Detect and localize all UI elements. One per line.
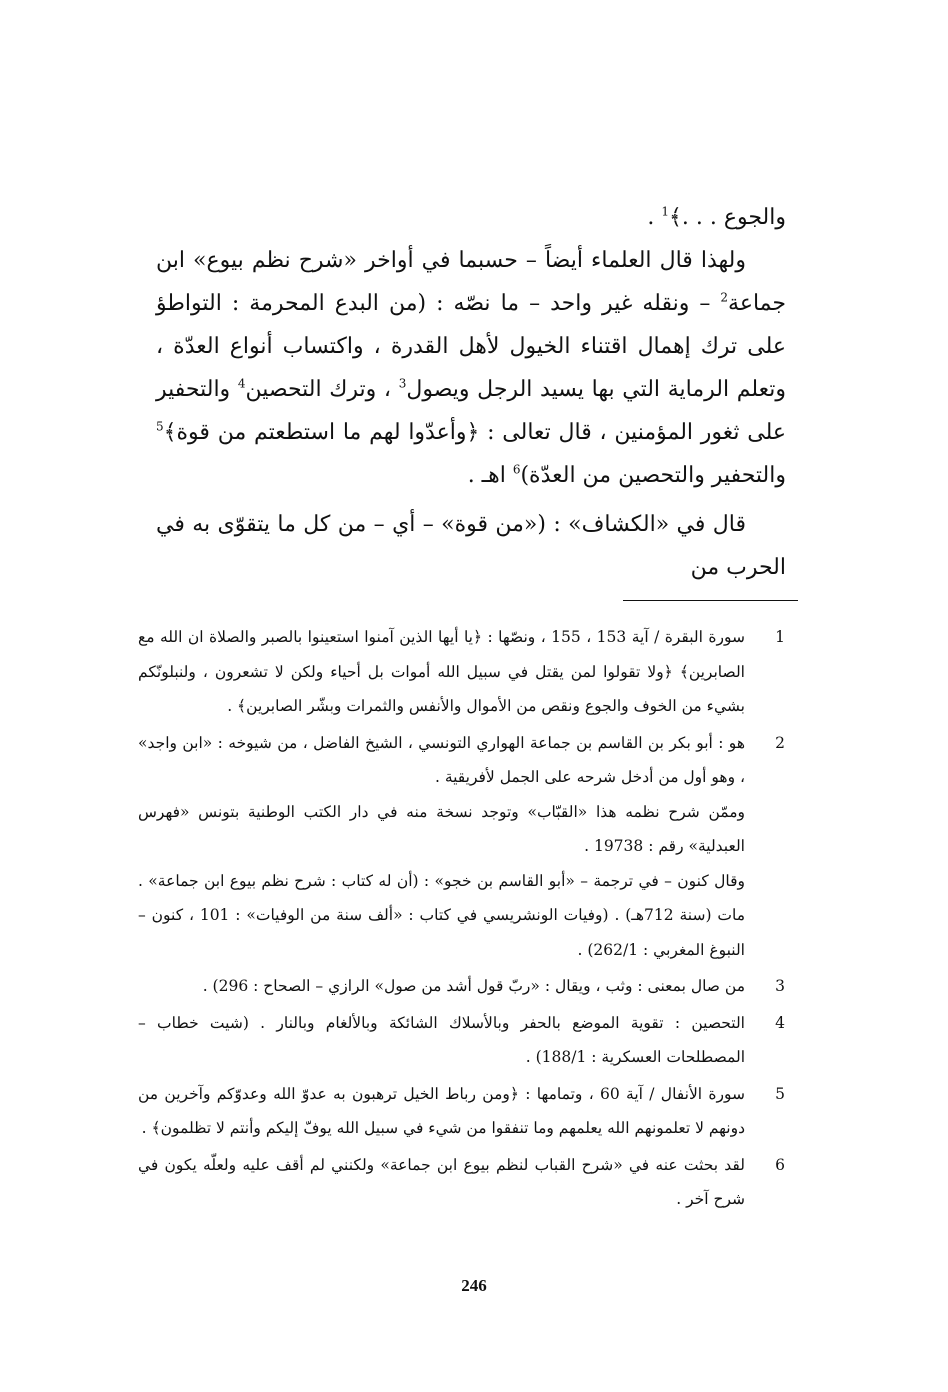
footnote-ref: 3: [398, 376, 407, 391]
paragraph-text: والتحفير على ثغور المؤمنين ، قال تعالى : ﴿وأعدّوا لهم ما استطعتم من قوة﴾: [156, 377, 786, 445]
paragraph-text: اهـ .: [467, 463, 513, 488]
paragraph-2: [156, 239, 786, 497]
footnote-6: [138, 1148, 790, 1217]
paragraph-text: ، وترك التحصين: [245, 377, 399, 402]
footnote-text: لقد بحثت عنه في «شرح القباب لنظم بيوع ابن جماعة» ولكنني لم أقف عليه ولعلّه يكون في شرح آخر .: [138, 1155, 745, 1208]
footnotes: [138, 620, 790, 1219]
paragraph-text: والتحفير والتحصين من العدّة): [520, 463, 786, 488]
footnote-number: 2: [775, 733, 785, 752]
footnote-ref: 6: [512, 462, 521, 477]
footnote-divider: [623, 600, 798, 601]
footnote-4: [138, 1006, 790, 1075]
footnote-2: [138, 726, 790, 968]
footnote-text: سورة البقرة / آية 153 ، 155 ، ونصّها : ﴿يا أيها الذين آمنوا استعينوا بالصبر والصلاة ان الله مع الصابرين﴾ ﴿ولا تقولوا لمن يقتل في سبيل الله أموات بل أحياء ولكن لا تشعرون ، ولنبلونّكم بشيء من الخوف والجوع ونقص من الأموال والأنفس والثمرات وبشّر الصابرين﴾ .: [138, 628, 745, 715]
paragraph-text: .: [647, 205, 662, 230]
paragraph-text: والجوع . . .﴾: [669, 205, 786, 230]
main-text: [156, 196, 786, 589]
paragraph-text: – ونقله غير واحد – ما نصّه : (من البدع المحرمة : التواطؤ على ترك إهمال اقتناء الخيول لأهل القدرة ، واكتساب أنواع العدّة ، وتعلم الرماية التي بها يسيد الرجل ويصول: [156, 291, 787, 402]
footnote-1: [138, 620, 790, 724]
footnote-text: وقال كنون – في ترجمة – «أبو القاسم بن خجو» : (أن له كتاب : شرح نظم بيوع ابن جماعة» . مات (سنة 712هـ) . (وفيات الونشريسي في كتاب : «ألف سنة من الوفيات» : 101 ، كنون – النبوغ المغربي : 262/1) .: [138, 871, 745, 959]
footnote-text: وممّن شرح نظمه هذا «القبّاب» وتوجد نسخة منه في دار الكتب الوطنية بتونس «فهرس العبدلية» رقم : 19738 .: [138, 802, 745, 855]
footnote-number: 6: [775, 1155, 785, 1174]
footnote-text: التحصين : تقوية الموضع بالحفر وبالأسلاك الشائكة وبالألغام وبالنار . (شيت خطاب – المصطلحات العسكرية : 188/1) .: [138, 1013, 745, 1066]
footnote-number: 5: [775, 1084, 785, 1103]
footnote-ref: 5: [156, 419, 164, 434]
footnote-number: 1: [775, 628, 785, 646]
footnote-number: 4: [775, 1013, 785, 1032]
footnote-text: هو : أبو بكر بن القاسم بن جماعة الهواري التونسي ، الشيخ الفاضل ، من شيوخه : «ابن واجد» ، وهو أول من أدخل شرحه على الجمل لأفريقية .: [138, 733, 745, 786]
footnote-ref: 1: [661, 204, 670, 219]
footnote-text: سورة الأنفال / آية 60 ، وتمامها : ﴿ومن رباط الخيل ترهبون به عدوّ الله وعدوّكم وآخرين من دونهم لا تعلمونهم الله يعلمهم وما تنفقوا من شيء في سبيل الله يوفّ إليكم وأنتم لا تظلمون﴾ .: [138, 1084, 745, 1137]
page-number: 246: [461, 1276, 487, 1295]
paragraph-1: [156, 196, 786, 239]
footnote-number: 3: [775, 977, 785, 995]
paragraph-text: ولهذا قال العلماء أيضاً – حسبما في أواخر «شرح نظم بيوع» ابن جماعة: [156, 248, 786, 316]
paragraph-3: [156, 503, 786, 589]
footnote-ref: 2: [720, 290, 729, 305]
footnote-3: [138, 969, 790, 1004]
paragraph-text: قال في «الكشاف» : («من قوة» – أي – من كل ما يتقوّى به في الحرب من: [156, 512, 786, 580]
footnote-5: [138, 1077, 790, 1146]
footnote-ref: 4: [237, 376, 246, 391]
footnote-text: من صال بمعنى : وثب ، ويقال : «ربّ قول أشد من صول» الرازي – الصحاح : 296) .: [202, 977, 745, 995]
